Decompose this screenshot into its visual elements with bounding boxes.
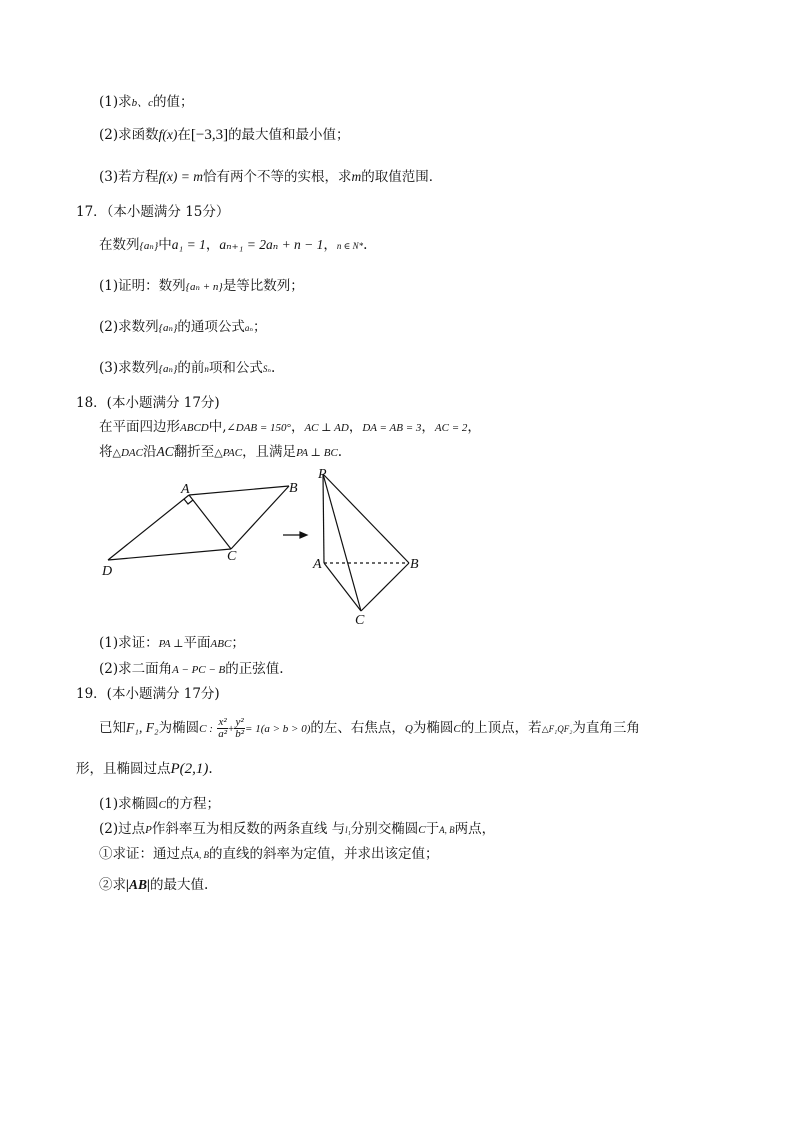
q17-part2: (2)求数列{aₙ}的通项公式aₙ； [99, 319, 267, 335]
q18-figure [0, 462, 793, 637]
q17-part3: (3)求数列{aₙ}的前n项和公式Sₙ. [99, 360, 276, 376]
edge-PA [323, 474, 324, 563]
fold-arrow [283, 532, 307, 538]
q18-part2: (2)求二面角A − PC − B的正弦值. [99, 661, 284, 677]
label-C-left: C [227, 549, 237, 564]
q16-part2: (2)求函数f(x)在[−3,3]的最大值和最小值； [99, 127, 350, 143]
q16-part3: (3)若方程f(x) = m恰有两个不等的实根，求m的取值范围． [99, 169, 443, 185]
q18-line1: 在平面四边形ABCD中,∠DAB = 150°，AC ⊥ AD，DA = AB = 3，AC = 2， [99, 419, 481, 435]
q19-line1: 已知F₁, F₂为椭圆C : $\frac{\text{x²}}{\text{a²}}$ + $\frac{\text{y²}}{\text{b²}}$ = 1(a > b > 0)的左、右焦点，Q为椭圆C的上顶点，若△F₁QF₂为直角三角 [99, 716, 640, 740]
edge-BC [361, 563, 409, 611]
q17-intro: 在数列{aₙ}中a₁ = 1，aₙ₊₁ = 2aₙ + n − 1，n ∈ N*. [99, 237, 368, 253]
q19-header: 19．(本小题满分 17分) [76, 686, 220, 702]
q19-line2: 形，且椭圆过点P(2,1). [76, 761, 213, 777]
edge-AB [189, 486, 289, 495]
q17-part1: (1)证明：数列{aₙ + n}是等比数列； [99, 278, 304, 294]
q18-header: 18．(本小题满分 17分) [76, 395, 220, 411]
frac-y2-b2: $\frac{\text{y²}}{\text{b²}}$ [235, 716, 245, 740]
edge-CD [108, 549, 231, 560]
q19-part2: (2)过点P作斜率互为相反数的两条直线 与l₁分别交椭圆C于A, B两点， [99, 821, 496, 837]
edge-AC [324, 563, 361, 611]
q18-line2: 将△DAC沿AC翻折至△PAC，且满足PA ⊥ BC. [99, 444, 343, 460]
q17-header: 17．（本小题满分 15分） [76, 204, 230, 220]
label-C-right: C [355, 613, 365, 628]
label-B-right: B [410, 557, 419, 572]
q19-part2b: ②求|AB|的最大值. [99, 877, 209, 893]
frac-x2-a2: $\frac{\text{x²}}{\text{a²}}$ [218, 716, 227, 740]
label-A-right: A [313, 557, 322, 572]
label-B-left: B [289, 481, 298, 496]
edge-DA [108, 495, 189, 560]
q18-part1: (1)求证：PA ⊥平面ABC； [99, 635, 245, 651]
q19-part1: (1)求椭圆C的方程； [99, 796, 220, 812]
edge-BC [231, 486, 289, 549]
label-A-left: A [181, 482, 190, 497]
q16-part1: (1)求b、c的值； [99, 94, 194, 110]
right-angle-mark [184, 499, 193, 504]
tetrahedron [323, 474, 409, 611]
edge-PC [323, 474, 361, 611]
q19-part2a: ①求证：通过点A, B的直线的斜率为定值，并求出该定值； [99, 846, 439, 862]
label-D-left: D [102, 564, 113, 579]
planar-quadrilateral [108, 486, 289, 560]
edge-AC [189, 495, 231, 549]
label-P: P [318, 467, 327, 482]
